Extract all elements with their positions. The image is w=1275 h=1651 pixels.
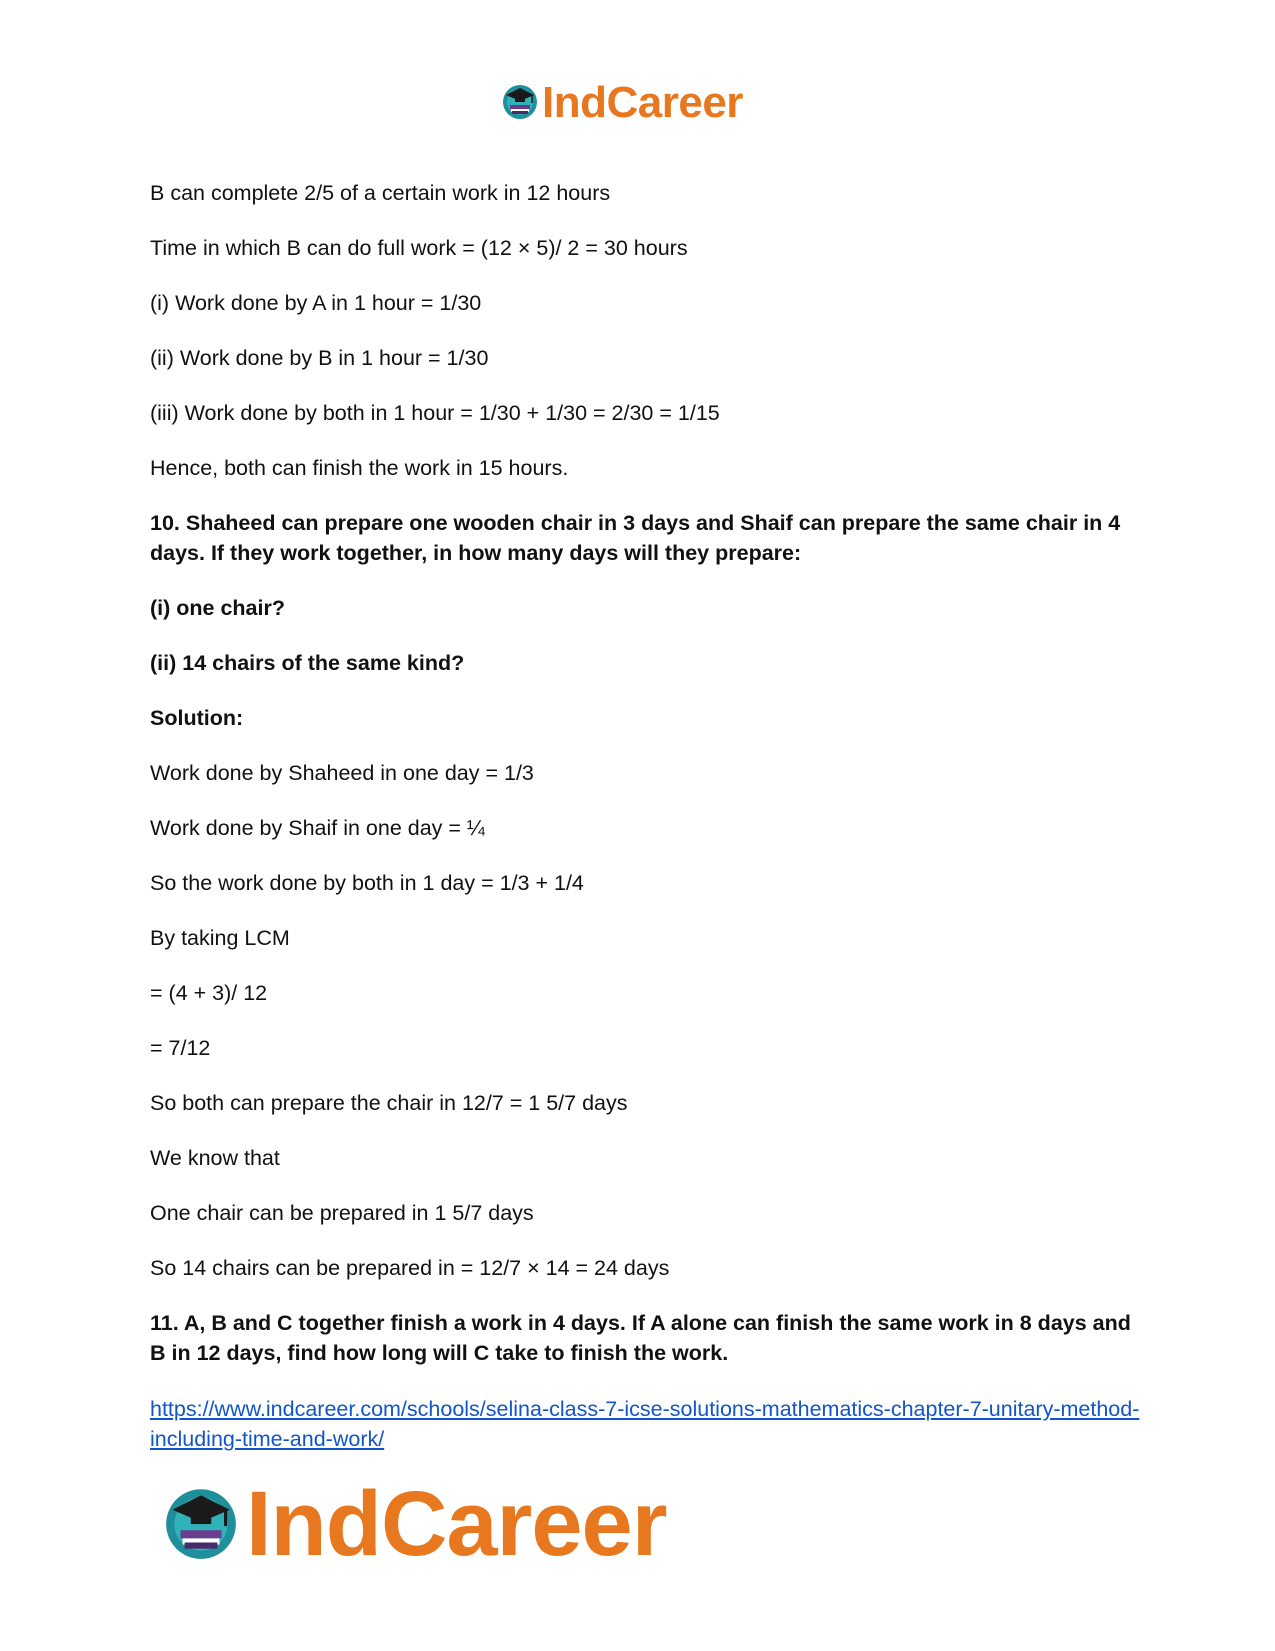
paragraph: By taking LCM xyxy=(150,926,290,950)
paragraph: So 14 chairs can be prepared in = 12/7 × 14 = 24 days xyxy=(150,1256,670,1280)
header-logo xyxy=(500,78,743,128)
paragraph: So both can prepare the chair in 12/7 = 1 5/7 days xyxy=(150,1091,628,1115)
question-text: (i) one chair? xyxy=(150,596,285,620)
paragraph: (iii) Work done by both in 1 hour = 1/30 + 1/30 = 2/30 = 1/15 xyxy=(150,401,720,425)
paragraph: B can complete 2/5 of a certain work in 12 hours xyxy=(150,181,611,205)
paragraph: One chair can be prepared in 1 5/7 days xyxy=(150,1201,534,1225)
paragraph: = (4 + 3)/ 12 xyxy=(150,981,268,1005)
footer-logo xyxy=(160,1472,667,1577)
paragraph: Work done by Shaif in one day = ¼ xyxy=(150,816,485,840)
graduation-cap-globe-icon xyxy=(500,81,540,126)
paragraph: (ii) Work done by B in 1 hour = 1/30 xyxy=(150,346,489,370)
question-text: Solution: xyxy=(150,706,244,730)
paragraph: Hence, both can finish the work in 15 hours. xyxy=(150,456,569,480)
paragraph: Time in which B can do full work = (12 × 5)/ 2 = 30 hours xyxy=(150,236,688,260)
question-text: (ii) 14 chairs of the same kind? xyxy=(150,651,465,675)
logo-text: IndCareer xyxy=(246,1473,667,1575)
question-text: 11. A, B and C together finish a work in 4 days. If A alone can finish the same work in 8 days and B in 12 days, find how long will C take to finish the work. xyxy=(150,1311,1131,1365)
paragraph: So the work done by both in 1 day = 1/3 + 1/4 xyxy=(150,871,584,895)
logo-text: IndCareer xyxy=(542,78,743,127)
document-body xyxy=(150,178,1135,1393)
graduation-cap-globe-icon xyxy=(160,1481,242,1568)
paragraph: Work done by Shaheed in one day = 1/3 xyxy=(150,761,534,785)
paragraph: (i) Work done by A in 1 hour = 1/30 xyxy=(150,291,482,315)
paragraph: We know that xyxy=(150,1146,280,1170)
paragraph: = 7/12 xyxy=(150,1036,211,1060)
source-link[interactable]: https://www.indcareer.com/schools/selina-class-7-icse-solutions-mathematics-chapter-7-unitary-method-including-time-and-work/ xyxy=(150,1397,1140,1451)
question-text: 10. Shaheed can prepare one wooden chair in 3 days and Shaif can prepare the same chair in 4 days. If they work together, in how many days will they prepare: xyxy=(150,511,1121,565)
